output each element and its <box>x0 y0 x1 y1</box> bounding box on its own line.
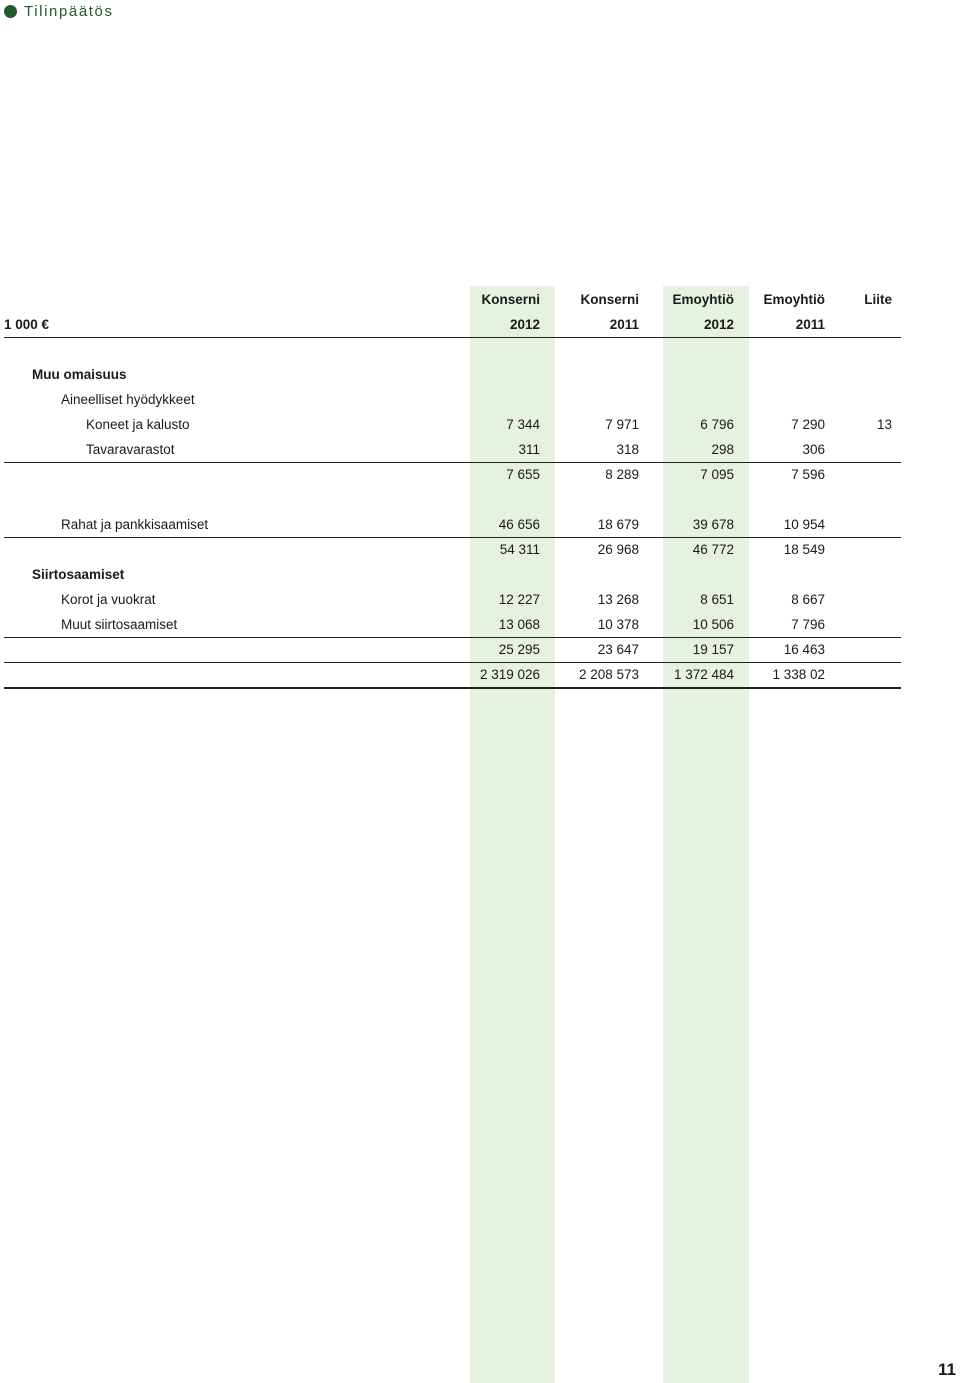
section-header <box>4 0 114 22</box>
year-header: 2011 <box>609 317 639 332</box>
value-cell: 26 968 <box>597 542 639 557</box>
table-row <box>0 512 960 537</box>
value-cell: 2 208 573 <box>578 667 639 682</box>
year-header: 2012 <box>509 317 540 332</box>
subtotal-row <box>0 462 960 487</box>
value-cell: 318 <box>616 442 639 457</box>
value-cell: 7 655 <box>506 467 540 482</box>
value-cell: 18 549 <box>783 542 825 557</box>
value-cell: 7 095 <box>700 467 734 482</box>
value-cell: 8 289 <box>605 467 639 482</box>
value-cell: 298 <box>711 442 734 457</box>
value-cell: 7 290 <box>791 417 825 432</box>
value-cell: 8 667 <box>791 592 825 607</box>
table-row <box>0 362 960 387</box>
table-row <box>0 387 960 412</box>
row-label: Muu omaisuus <box>32 367 127 382</box>
value-cell: 311 <box>518 442 540 457</box>
row-label: Siirtosaamiset <box>32 567 125 582</box>
row-label: Koneet ja kalusto <box>86 417 190 432</box>
value-cell: 54 311 <box>499 542 540 557</box>
table-header-row <box>0 312 960 337</box>
value-cell: 13 268 <box>597 592 639 607</box>
table-row <box>0 612 960 637</box>
value-cell: 1 372 484 <box>673 667 734 682</box>
value-cell: 18 679 <box>597 517 639 532</box>
value-cell: 25 295 <box>498 642 540 657</box>
note-column-header: Liite <box>864 292 892 307</box>
value-cell: 13 068 <box>498 617 540 632</box>
value-cell: 12 227 <box>498 592 540 607</box>
value-cell: 2 319 026 <box>479 667 540 682</box>
value-cell: 306 <box>802 442 825 457</box>
section-title: Tilinpäätös <box>24 2 114 20</box>
value-cell: 7 344 <box>506 417 540 432</box>
value-cell: 7 971 <box>605 417 639 432</box>
table-header-row <box>0 287 960 312</box>
spacer-row <box>0 487 960 512</box>
value-cell: 10 954 <box>783 517 825 532</box>
unit-label: 1 000 € <box>4 317 50 332</box>
row-label: Tavaravarastot <box>86 442 175 457</box>
value-cell: 7 796 <box>791 617 825 632</box>
row-label: Rahat ja pankkisaamiset <box>61 517 209 532</box>
table-row <box>0 437 960 462</box>
table-row <box>0 412 960 437</box>
subtotal-row <box>0 637 960 662</box>
value-cell: 46 772 <box>692 542 734 557</box>
row-label: Korot ja vuokrat <box>61 592 156 607</box>
row-label: Aineelliset hyödykkeet <box>61 392 195 407</box>
column-header: Emoyhtiö <box>763 292 825 307</box>
total-underline <box>4 687 901 689</box>
table-row <box>0 562 960 587</box>
financial-table <box>0 287 960 687</box>
column-header: Konserni <box>481 292 540 307</box>
value-cell: 16 463 <box>783 642 825 657</box>
year-header: 2012 <box>703 317 734 332</box>
page-number: 11 <box>938 1360 956 1379</box>
value-cell: 39 678 <box>692 517 734 532</box>
row-label: Muut siirtosaamiset <box>61 617 178 632</box>
bullet-dot-icon <box>4 5 17 18</box>
total-row <box>0 662 960 687</box>
subtotal-row <box>0 537 960 562</box>
value-cell: 7 596 <box>791 467 825 482</box>
table-row <box>0 587 960 612</box>
note-cell: 13 <box>876 417 892 432</box>
value-cell: 23 647 <box>597 642 639 657</box>
value-cell: 10 378 <box>597 617 639 632</box>
column-header: Emoyhtiö <box>672 292 734 307</box>
value-cell: 1 338 02 <box>772 667 825 682</box>
spacer-row <box>0 337 960 362</box>
value-cell: 6 796 <box>700 417 734 432</box>
column-header: Konserni <box>580 292 639 307</box>
value-cell: 46 656 <box>498 517 540 532</box>
year-header: 2011 <box>795 317 825 332</box>
value-cell: 8 651 <box>700 592 734 607</box>
value-cell: 19 157 <box>692 642 734 657</box>
value-cell: 10 506 <box>692 617 734 632</box>
